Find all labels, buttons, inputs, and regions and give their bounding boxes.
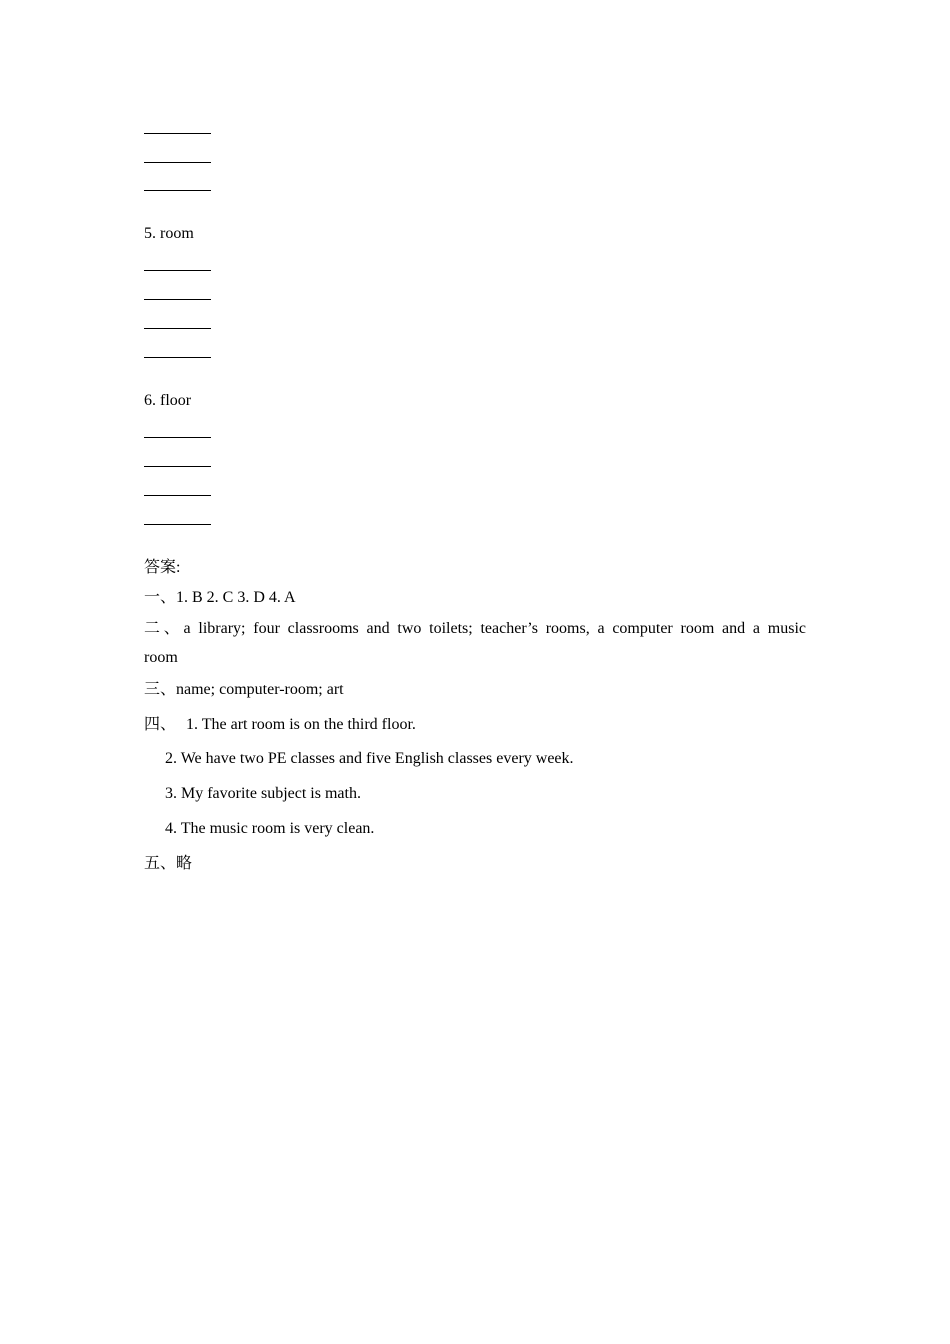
item-6-label: 6. floor xyxy=(144,392,192,409)
answers-part-1: 一、1. B 2. C 3. D 4. A xyxy=(144,589,296,606)
item-5-label: 5. room xyxy=(144,225,194,242)
answers-part-3: 三、name; computer-room; art xyxy=(144,681,344,698)
answers-part-4-item: 4. The music room is very clean. xyxy=(165,820,375,837)
answer-blank[interactable] xyxy=(144,437,211,438)
answer-blank[interactable] xyxy=(144,133,211,134)
answer-blank[interactable] xyxy=(144,524,211,525)
answer-blank[interactable] xyxy=(144,466,211,467)
answers-part-4-item: 2. We have two PE classes and five English classes every week. xyxy=(165,750,574,767)
answers-part-5: 五、略 xyxy=(144,855,193,872)
answers-part-4-prefix: 四、 xyxy=(144,716,177,733)
answers-part-4-item: 1. The art room is on the third floor. xyxy=(186,716,416,733)
answers-heading: 答案: xyxy=(144,559,181,576)
answers-part-2-line-1: 二、a library; four classrooms and two toilets; teacher’s rooms, a computer room and a music xyxy=(144,620,806,637)
answers-part-2-line-2: room xyxy=(144,649,178,666)
answer-blank[interactable] xyxy=(144,357,211,358)
answer-blank[interactable] xyxy=(144,270,211,271)
answer-blank[interactable] xyxy=(144,328,211,329)
answer-blank[interactable] xyxy=(144,190,211,191)
answer-blank[interactable] xyxy=(144,299,211,300)
answers-part-4-item: 3. My favorite subject is math. xyxy=(165,785,361,802)
answer-blank[interactable] xyxy=(144,495,211,496)
answer-blank[interactable] xyxy=(144,162,211,163)
